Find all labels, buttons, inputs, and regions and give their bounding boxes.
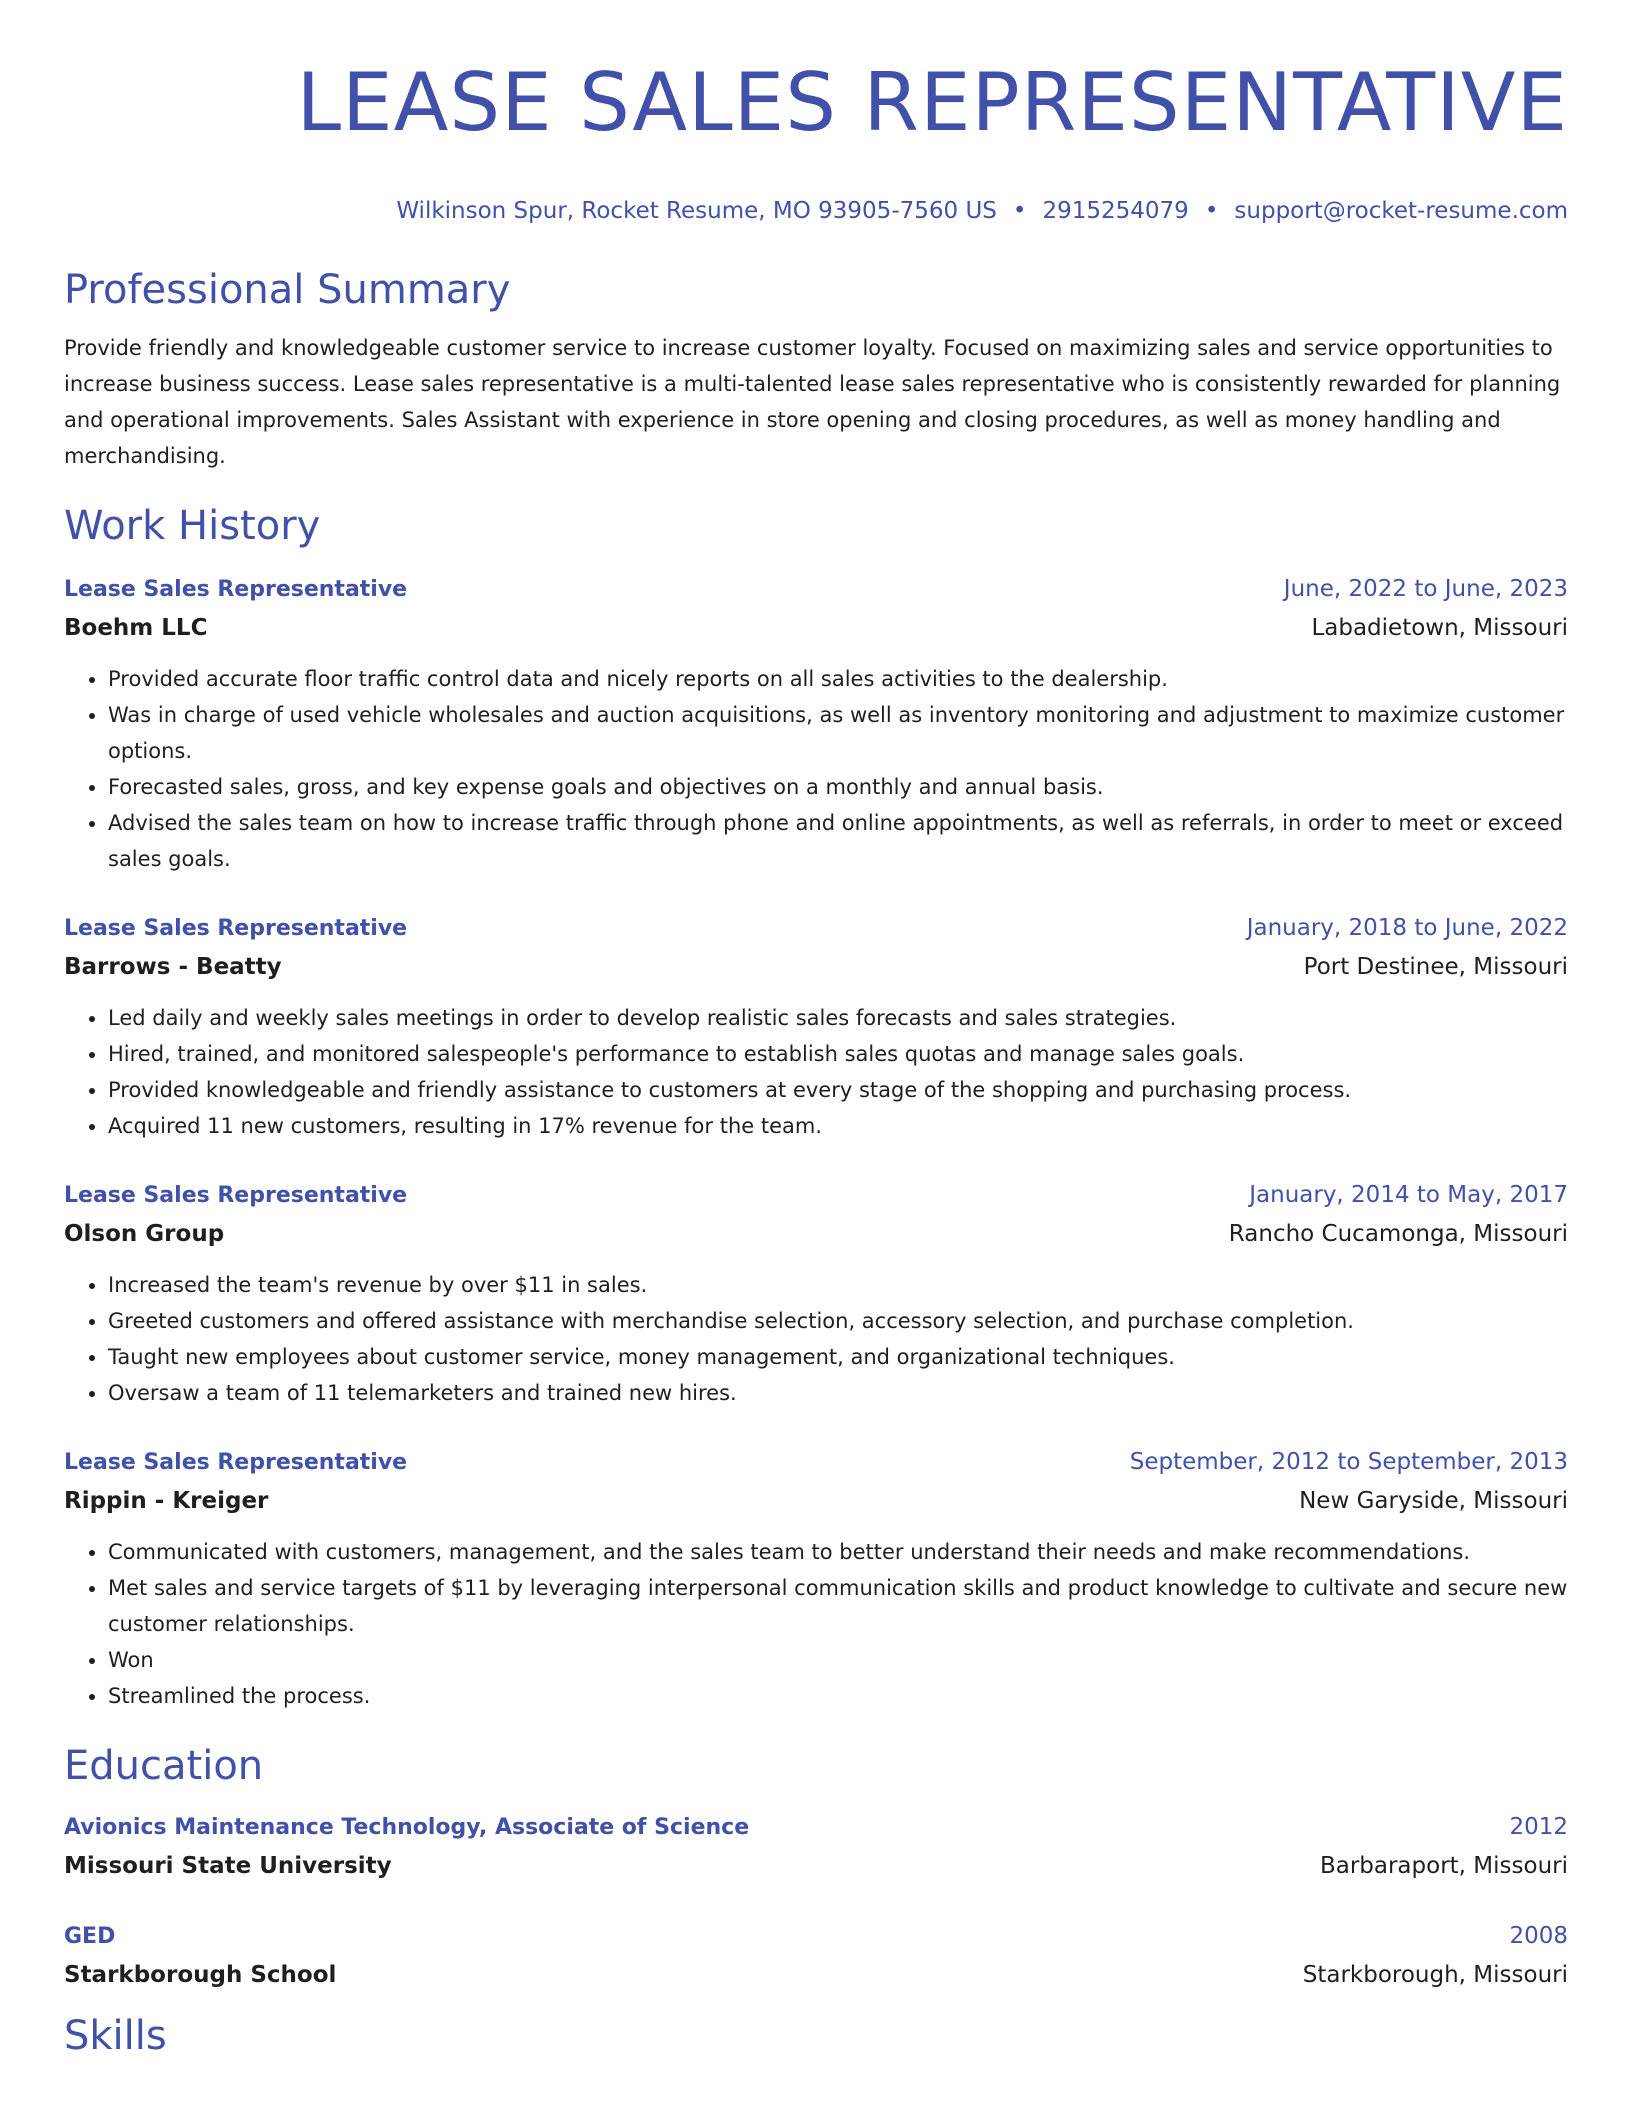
job-entry <box>64 913 1568 1144</box>
summary-text: Provide friendly and knowledgeable customer service to increase customer loyalty. Focused on maximizing sales and service opportunities to increase business success. Lease sales representative is a multi-talented lease sales representative who is consistently rewarded for planning and operational improvements. Sales Assistant with experience in store opening and closing procedures, as well as money handling and merchandising. <box>64 336 1561 468</box>
job-bullet: • Taught new employees about customer service, money management, and organizational techniques. <box>108 1339 1568 1375</box>
job-company: Barrows - Beatty <box>64 954 282 980</box>
education-degree: GED <box>64 1924 116 1949</box>
work-history-heading: Work History <box>64 503 321 549</box>
job-company: Olson Group <box>64 1221 225 1247</box>
job-bullets <box>64 1000 1568 1144</box>
job-bullet: • Acquired 11 new customers, resulting in 17% revenue for the team. <box>108 1108 1568 1144</box>
job-bullets <box>64 1267 1568 1411</box>
job-location: Labadietown, Missouri <box>1311 615 1568 641</box>
job-bullet: • Communicated with customers, management, and the sales team to better understand their needs and make recommendations. <box>108 1534 1568 1570</box>
job-dates: January, 2014 to May, 2017 <box>1249 1182 1568 1208</box>
skills-heading: Skills <box>64 2013 167 2059</box>
education-year: 2008 <box>1509 1923 1568 1949</box>
job-entry <box>64 1180 1568 1411</box>
job-title: Lease Sales Representative <box>64 1450 408 1475</box>
job-bullet: • Forecasted sales, gross, and key expense goals and objectives on a monthly and annual basis. <box>108 769 1568 805</box>
job-bullet: • Won <box>108 1642 1568 1678</box>
contact-separator: • <box>1012 198 1027 224</box>
job-bullet: • Met sales and service targets of $11 by leveraging interpersonal communication skills and product knowledge to cultivate and secure new customer relationships. <box>108 1570 1568 1642</box>
job-bullet: • Provided accurate floor traffic control data and nicely reports on all sales activities to the dealership. <box>108 661 1568 697</box>
job-location: Rancho Cucamonga, Missouri <box>1228 1221 1568 1247</box>
resume-header <box>64 48 1568 226</box>
contact-separator: • <box>1204 198 1219 224</box>
job-company: Boehm LLC <box>64 615 208 641</box>
job-bullet: • Led daily and weekly sales meetings in order to develop realistic sales forecasts and sales strategies. <box>108 1000 1568 1036</box>
education-year: 2012 <box>1509 1814 1568 1840</box>
job-bullet: • Hired, trained, and monitored salespeople's performance to establish sales quotas and manage sales goals. <box>108 1036 1568 1072</box>
job-title: Lease Sales Representative <box>64 916 408 941</box>
job-entry <box>64 574 1568 877</box>
job-dates: June, 2022 to June, 2023 <box>1283 576 1568 602</box>
job-title: Lease Sales Representative <box>64 577 408 602</box>
job-bullet: • Was in charge of used vehicle wholesales and auction acquisitions, as well as inventory monitoring and adjustment to maximize customer options. <box>108 697 1568 769</box>
education-location: Barbaraport, Missouri <box>1319 1853 1568 1879</box>
job-entry <box>64 1447 1568 1714</box>
job-dates: January, 2018 to June, 2022 <box>1246 915 1568 941</box>
job-bullets <box>64 661 1568 877</box>
job-title: Lease Sales Representative <box>64 1183 408 1208</box>
job-bullet: • Streamlined the process. <box>108 1678 1568 1714</box>
contact-email: support@rocket-resume.com <box>1234 198 1568 224</box>
summary-heading: Professional Summary <box>64 267 511 313</box>
education-degree: Avionics Maintenance Technology, Associate of Science <box>64 1815 750 1840</box>
education-entry <box>64 1812 1568 1881</box>
contact-line <box>64 196 1568 226</box>
job-bullet: • Provided knowledgeable and friendly assistance to customers at every stage of the shopping and purchasing process. <box>108 1072 1568 1108</box>
job-bullet: • Oversaw a team of 11 telemarketers and trained new hires. <box>108 1375 1568 1411</box>
education-heading: Education <box>64 1743 264 1789</box>
job-bullet: • Greeted customers and offered assistance with merchandise selection, accessory selection, and purchase completion. <box>108 1303 1568 1339</box>
job-bullet: • Increased the team's revenue by over $11 in sales. <box>108 1267 1568 1303</box>
job-bullet: • Advised the sales team on how to increase traffic through phone and online appointments, as well as referrals, in order to meet or exceed sales goals. <box>108 805 1568 877</box>
education-entry <box>64 1921 1568 1990</box>
education-school: Missouri State University <box>64 1853 392 1879</box>
education-location: Starkborough, Missouri <box>1302 1962 1568 1988</box>
education-school: Starkborough School <box>64 1962 337 1988</box>
job-company: Rippin - Kreiger <box>64 1488 269 1514</box>
candidate-title: LEASE SALES REPRESENTATIVE <box>296 56 1568 149</box>
job-dates: September, 2012 to September, 2013 <box>1129 1449 1568 1475</box>
job-bullets <box>64 1534 1568 1714</box>
job-location: New Garyside, Missouri <box>1299 1488 1568 1514</box>
job-location: Port Destinee, Missouri <box>1303 954 1568 980</box>
contact-phone: 2915254079 <box>1042 198 1189 224</box>
contact-address: Wilkinson Spur, Rocket Resume, MO 93905-7560 US <box>396 198 997 224</box>
